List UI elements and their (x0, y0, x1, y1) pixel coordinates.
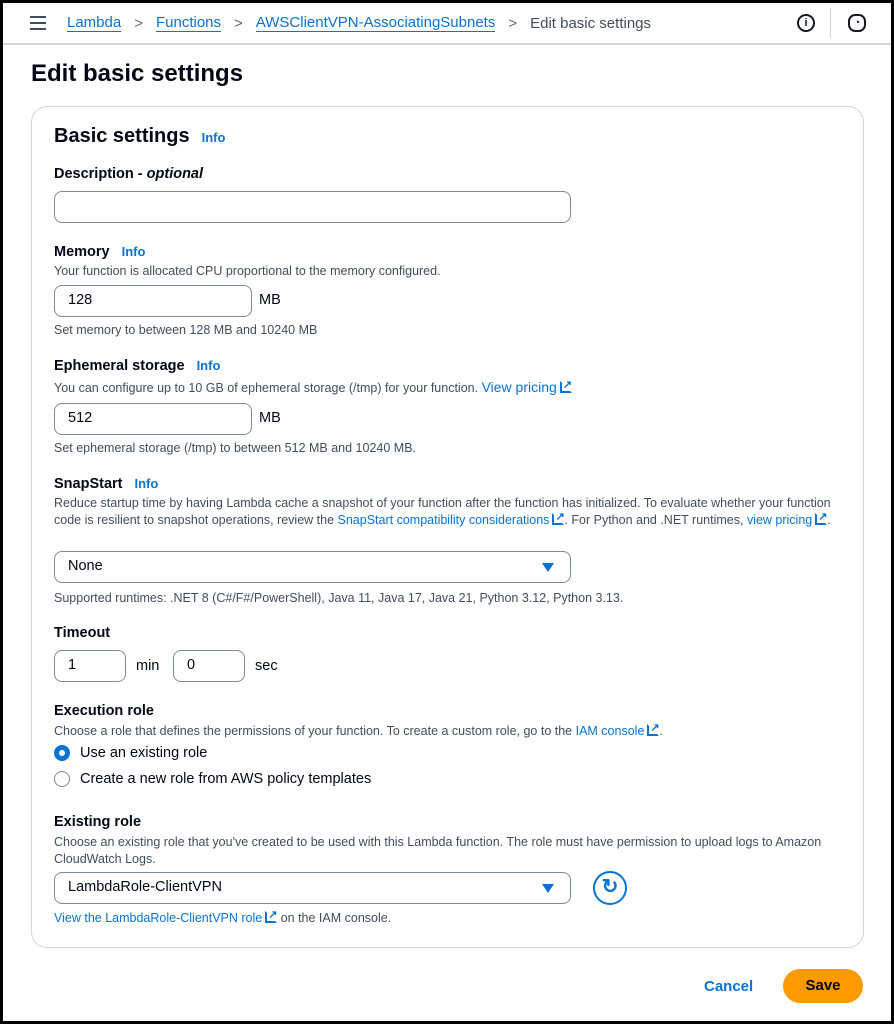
description-label: Description (54, 166, 134, 182)
radio-label: Create a new role from AWS policy templates (80, 771, 372, 787)
card-title: Basic settings (54, 125, 190, 147)
existing-role-value: LambdaRole-ClientVPN (68, 879, 222, 895)
memory-unit: MB (259, 292, 281, 308)
chevron-right-icon: > (508, 14, 518, 32)
external-link-icon (647, 724, 659, 736)
basic-settings-card (31, 106, 864, 948)
execution-role-label: Execution role (54, 703, 154, 719)
execution-role-desc: Choose a role that defines the permissions of your function. To create a custom role, go to the (54, 724, 573, 738)
notifications-icon[interactable]: ◔ (848, 14, 866, 32)
chevron-right-icon: > (134, 14, 143, 32)
external-link-icon (560, 381, 572, 393)
snapstart-desc-2: . For Python and .NET runtimes, (564, 513, 744, 527)
menu-icon[interactable] (30, 16, 46, 30)
snapstart-info-link[interactable]: Info (134, 476, 159, 491)
top-nav (3, 3, 891, 45)
breadcrumb (67, 14, 651, 32)
iam-console-link[interactable]: IAM console (575, 724, 645, 738)
snapstart-pricing-link[interactable]: view pricing (746, 513, 813, 527)
snapstart-desc-3: . (827, 513, 831, 527)
external-link-icon (552, 513, 564, 525)
info-link[interactable]: Info (201, 130, 226, 145)
timeout-label: Timeout (54, 625, 111, 641)
snapstart-hint: Supported runtimes: .NET 8 (C#/F#/PowerShell), Java 11, Java 17, Java 21, Python 3.12, Python 3.13. (54, 591, 624, 605)
storage-unit: MB (259, 410, 281, 426)
memory-input[interactable]: 128 (54, 285, 252, 317)
breadcrumb-current: Edit basic settings (530, 14, 652, 32)
memory-label: Memory (54, 244, 110, 260)
page-title: Edit basic settings (31, 60, 244, 87)
divider (830, 8, 831, 38)
snapstart-value: None (68, 558, 103, 574)
memory-info-link[interactable]: Info (121, 244, 146, 259)
breadcrumb-lambda[interactable]: Lambda (67, 14, 122, 31)
info-icon[interactable]: i (797, 14, 815, 32)
page (3, 3, 891, 1021)
existing-role-select[interactable] (54, 872, 571, 904)
breadcrumb-function[interactable]: AWSClientVPN-AssociatingSubnets (255, 14, 496, 31)
refresh-icon[interactable]: ↻ (593, 871, 627, 905)
radio-unselected-icon (54, 771, 70, 787)
timeout-sec-input[interactable]: 0 (173, 650, 245, 682)
storage-input[interactable]: 512 (54, 403, 252, 435)
view-pricing-link[interactable]: View pricing (481, 379, 557, 395)
snapstart-label: SnapStart (54, 476, 123, 492)
view-role-suffix: on the IAM console. (277, 911, 392, 925)
storage-label: Ephemeral storage (54, 358, 185, 374)
role-desc-end: . (659, 724, 663, 738)
cancel-button[interactable]: Cancel (704, 978, 754, 995)
existing-role-label: Existing role (54, 814, 142, 830)
radio-label: Use an existing role (80, 745, 208, 761)
storage-desc: You can configure up to 10 GB of ephemeral storage (/tmp) for your function. (54, 381, 479, 395)
caret-down-icon (542, 563, 554, 572)
radio-new-role[interactable] (54, 771, 371, 787)
radio-selected-icon (54, 745, 70, 761)
external-link-icon (815, 513, 827, 525)
chevron-right-icon: > (234, 14, 243, 32)
radio-existing-role[interactable] (54, 745, 207, 761)
snapstart-select[interactable] (54, 551, 571, 583)
external-link-icon (265, 911, 277, 923)
optional-label: - optional (133, 166, 204, 182)
caret-down-icon (542, 884, 554, 893)
storage-hint: Set ephemeral storage (/tmp) to between 512 MB and 10240 MB. (54, 441, 417, 455)
memory-hint: Set memory to between 128 MB and 10240 MB (54, 323, 318, 337)
memory-desc: Your function is allocated CPU proportional to the memory configured. (54, 264, 441, 278)
snapstart-compat-link[interactable]: SnapStart compatibility considerations (337, 513, 550, 527)
view-role-link[interactable]: View the LambdaRole-ClientVPN role (54, 911, 263, 925)
description-input[interactable] (54, 191, 571, 223)
min-unit: min (136, 658, 160, 674)
timeout-min-input[interactable]: 1 (54, 650, 126, 682)
existing-role-desc: Choose an existing role that you've created to be used with this Lambda function. The role must have permission to upload logs to Amazon CloudWatch Logs. (54, 835, 822, 866)
breadcrumb-functions[interactable]: Functions (155, 14, 222, 31)
snapstart-desc: Reduce startup time by having Lambda cache a snapshot of your function after the function has initialized. To evaluate whether your function code is resilient to snapshot operations, review the (54, 496, 831, 527)
storage-info-link[interactable]: Info (196, 358, 221, 373)
sec-unit: sec (255, 658, 278, 674)
save-button[interactable]: Save (783, 969, 863, 1003)
